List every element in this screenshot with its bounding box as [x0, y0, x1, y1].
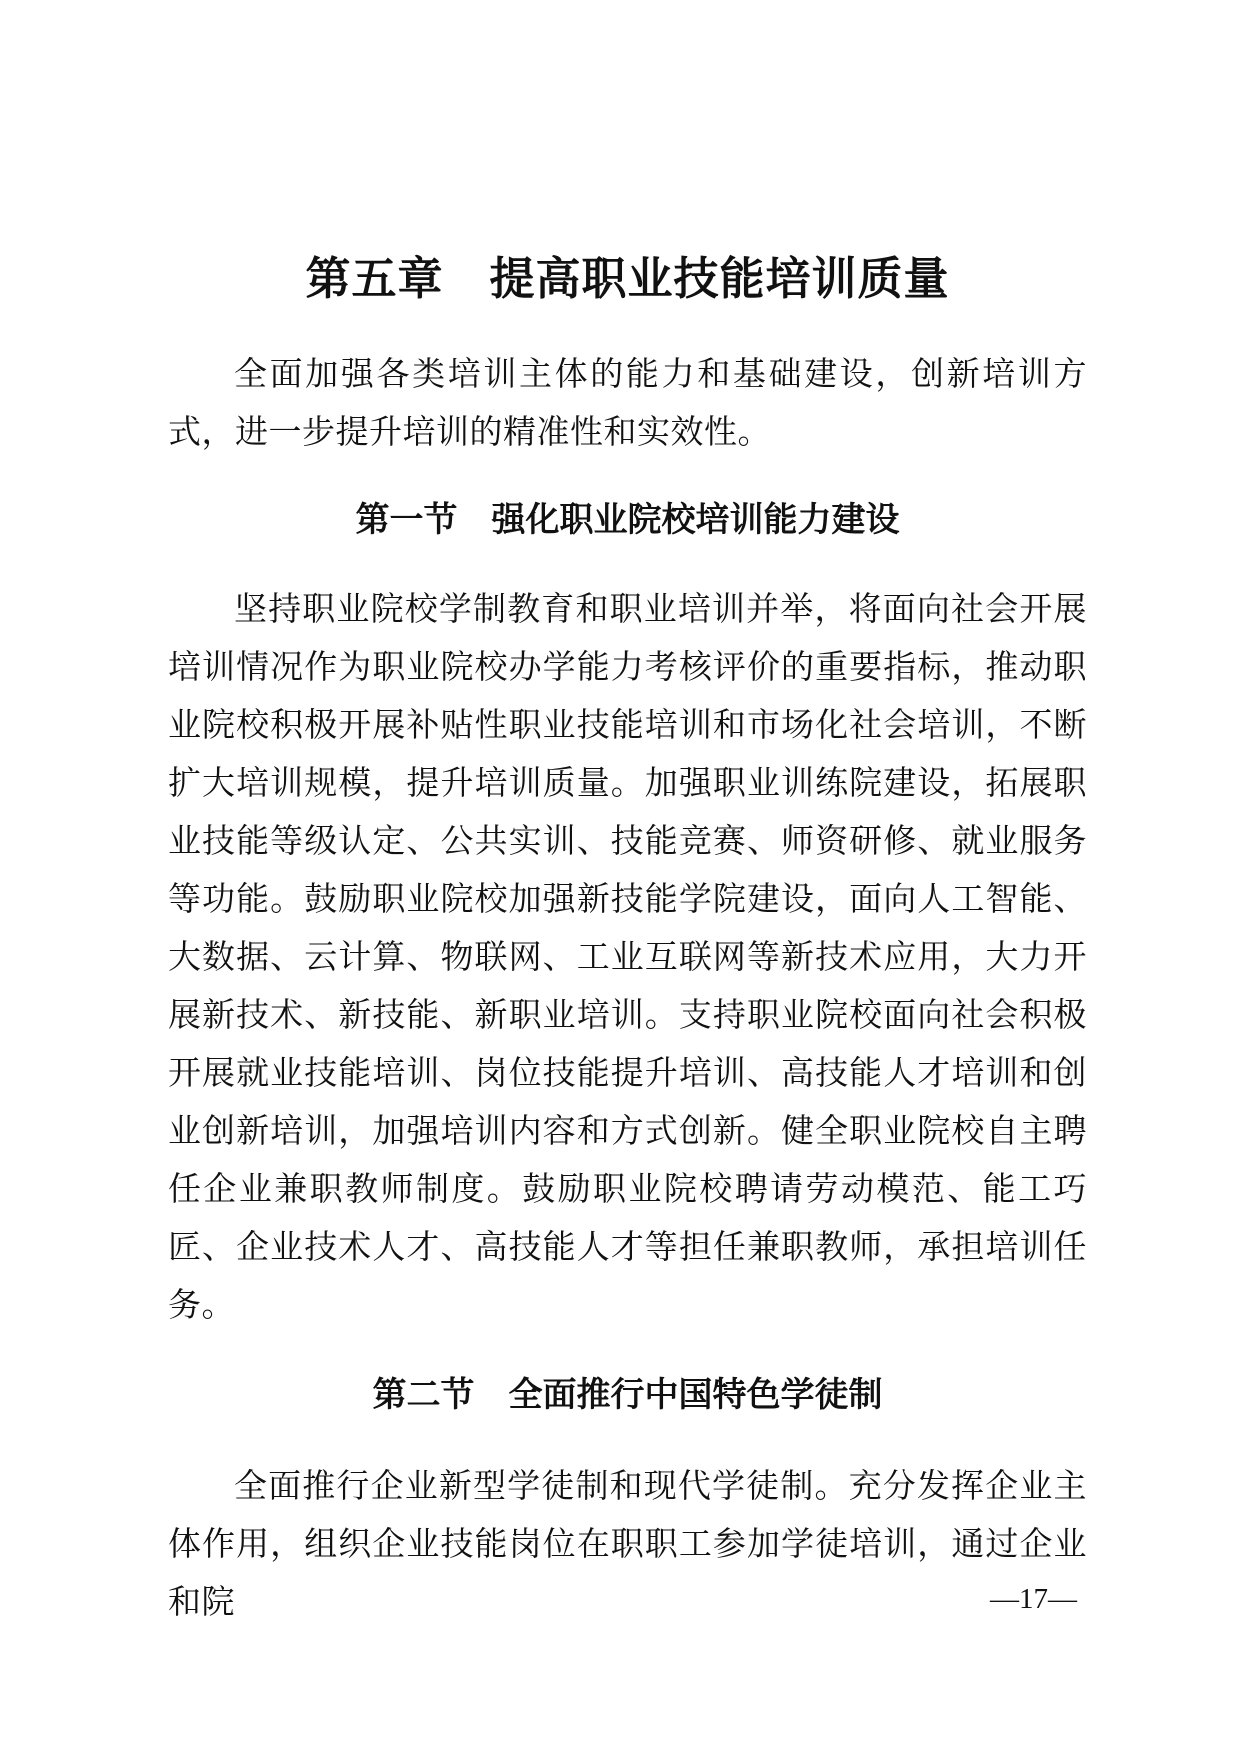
chapter-title: 第五章 提高职业技能培训质量: [305, 254, 950, 304]
page-number: —17—: [990, 1583, 1077, 1615]
section-2-paragraph: 全面推行企业新型学徒制和现代学徒制。充分发挥企业主体作用，组织企业技能岗位在职职工参加学徒培训，通过企业和院: [168, 1469, 1087, 1621]
section-2-heading: 第二节 全面推行中国特色学徒制: [372, 1376, 883, 1414]
section-1-paragraph: 坚持职业院校学制教育和职业培训并举，将面向社会开展培训情况作为职业院校办学能力考核评价的重要指标，推动职业院校积极开展补贴性职业技能培训和市场化社会培训，不断扩大培训规模，提升培训质量。加强职业训练院建设，拓展职业技能等级认定、公共实训、技能竞赛、师资研修、就业服务等功能。鼓励职业院校加强新技能学院建设，面向人工智能、大数据、云计算、物联网、工业互联网等新技术应用，大力开展新技术、新技能、新职业培训。支持职业院校面向社会积极开展就业技能培训、岗位技能提升培训、高技能人才培训和创业创新培训，加强培训内容和方式创新。健全职业院校自主聘任企业兼职教师制度。鼓励职业院校聘请劳动模范、能工巧匠、企业技术人才、高技能人才等担任兼职教师，承担培训任务。: [168, 592, 1087, 1324]
intro-paragraph: 全面加强各类培训主体的能力和基础建设，创新培训方式，进一步提升培训的精准性和实效性。: [168, 357, 1087, 451]
section-1-heading: 第一节 强化职业院校培训能力建设: [355, 501, 900, 539]
